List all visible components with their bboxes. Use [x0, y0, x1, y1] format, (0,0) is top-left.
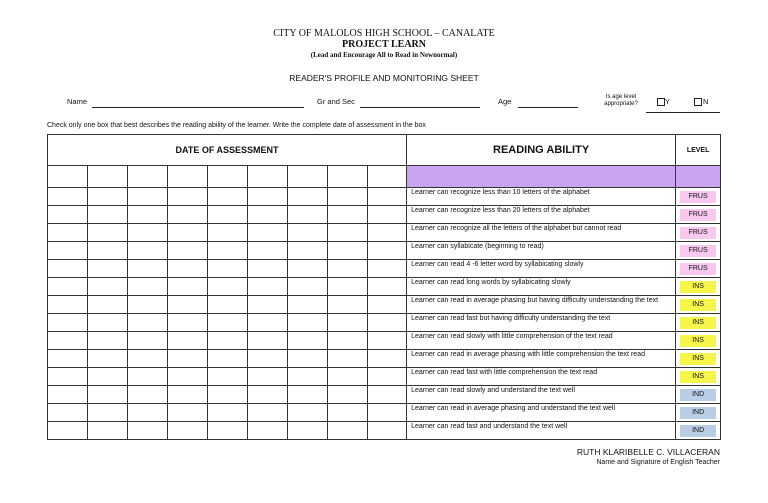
- date-checkbox-cell[interactable]: [168, 332, 208, 350]
- date-checkbox-cell[interactable]: [48, 242, 88, 260]
- date-checkbox-cell[interactable]: [128, 368, 168, 386]
- ability-row: [48, 188, 721, 206]
- level-cell: [676, 332, 721, 350]
- level-badge: FRUS: [680, 191, 716, 203]
- level-badge: IND: [680, 407, 716, 419]
- date-checkbox-cell[interactable]: [368, 260, 407, 278]
- date-checkbox-cell[interactable]: [248, 278, 288, 296]
- date-checkbox-cell[interactable]: [128, 332, 168, 350]
- date-checkbox-cell[interactable]: [248, 188, 288, 206]
- date-checkbox-cell[interactable]: [288, 368, 328, 386]
- date-checkbox-cell[interactable]: [368, 422, 407, 440]
- date-checkbox-cell[interactable]: [248, 314, 288, 332]
- level-cell: [676, 296, 721, 314]
- ability-description: Learner can read slowly and understand the text well: [407, 386, 676, 404]
- level-badge: INS: [680, 353, 716, 365]
- date-checkbox-cell[interactable]: [128, 224, 168, 242]
- date-checkbox-cell[interactable]: [328, 260, 368, 278]
- date-checkbox-cell[interactable]: [368, 224, 407, 242]
- date-checkbox-cell[interactable]: [328, 224, 368, 242]
- ability-row: [48, 422, 721, 440]
- date-checkbox-cell[interactable]: [208, 422, 248, 440]
- ability-row: [48, 404, 721, 422]
- ability-row: [48, 206, 721, 224]
- date-checkbox-cell[interactable]: [88, 296, 128, 314]
- ability-row: [48, 242, 721, 260]
- no-checkbox[interactable]: [694, 98, 702, 106]
- ability-row: [48, 386, 721, 404]
- date-cell[interactable]: [208, 166, 248, 188]
- date-checkbox-cell[interactable]: [248, 422, 288, 440]
- date-checkbox-cell[interactable]: [88, 404, 128, 422]
- level-badge: INS: [680, 371, 716, 383]
- level-cell: [676, 188, 721, 206]
- ability-description: Learner can recognize less than 20 letters of the alphabet: [407, 206, 676, 224]
- date-checkbox-cell[interactable]: [168, 404, 208, 422]
- date-checkbox-cell[interactable]: [48, 296, 88, 314]
- date-checkbox-cell[interactable]: [208, 386, 248, 404]
- date-checkbox-cell[interactable]: [128, 314, 168, 332]
- age-field[interactable]: [518, 107, 578, 108]
- age-level-label-1: Is age level: [605, 94, 637, 100]
- level-badge: INS: [680, 335, 716, 347]
- ability-description: Learner can read in average phasing with little comprehension the text read: [407, 350, 676, 368]
- date-checkbox-cell[interactable]: [208, 404, 248, 422]
- date-checkbox-cell[interactable]: [48, 224, 88, 242]
- date-checkbox-cell[interactable]: [328, 278, 368, 296]
- date-cell[interactable]: [48, 166, 88, 188]
- ability-description: Learner can read fast but having difficulty understanding the text: [407, 314, 676, 332]
- date-checkbox-cell[interactable]: [48, 188, 88, 206]
- date-checkbox-cell[interactable]: [128, 206, 168, 224]
- date-checkbox-cell[interactable]: [328, 188, 368, 206]
- date-checkbox-cell[interactable]: [328, 206, 368, 224]
- teacher-name: RUTH KLARIBELLE C. VILLACERAN: [576, 447, 720, 457]
- date-checkbox-cell[interactable]: [288, 332, 328, 350]
- date-checkbox-cell[interactable]: [368, 368, 407, 386]
- date-checkbox-cell[interactable]: [88, 332, 128, 350]
- ability-row: [48, 296, 721, 314]
- level-badge: FRUS: [680, 209, 716, 221]
- date-checkbox-cell[interactable]: [208, 278, 248, 296]
- ability-header: READING ABILITY: [407, 135, 676, 166]
- date-checkbox-cell[interactable]: [168, 188, 208, 206]
- date-checkbox-cell[interactable]: [208, 206, 248, 224]
- level-cell: [676, 278, 721, 296]
- date-checkbox-cell[interactable]: [88, 368, 128, 386]
- age-level-question: [598, 94, 644, 108]
- ability-row: [48, 332, 721, 350]
- gr-sec-label: Gr and Sec: [317, 97, 355, 106]
- date-checkbox-cell[interactable]: [288, 224, 328, 242]
- date-checkbox-cell[interactable]: [88, 242, 128, 260]
- date-checkbox-cell[interactable]: [368, 386, 407, 404]
- level-badge: INS: [680, 317, 716, 329]
- date-checkbox-cell[interactable]: [368, 404, 407, 422]
- date-checkbox-cell[interactable]: [288, 404, 328, 422]
- date-checkbox-cell[interactable]: [168, 206, 208, 224]
- date-checkbox-cell[interactable]: [48, 386, 88, 404]
- ability-description: Learner can read 4 -6 letter word by syllabicating slowly: [407, 260, 676, 278]
- date-checkbox-cell[interactable]: [248, 368, 288, 386]
- date-checkbox-cell[interactable]: [88, 224, 128, 242]
- ability-row: [48, 350, 721, 368]
- date-cell[interactable]: [328, 166, 368, 188]
- date-checkbox-cell[interactable]: [248, 386, 288, 404]
- date-checkbox-cell[interactable]: [48, 404, 88, 422]
- date-checkbox-cell[interactable]: [248, 296, 288, 314]
- date-checkbox-cell[interactable]: [128, 404, 168, 422]
- date-checkbox-cell[interactable]: [288, 260, 328, 278]
- date-checkbox-cell[interactable]: [288, 386, 328, 404]
- date-checkbox-cell[interactable]: [208, 296, 248, 314]
- level-cell: [676, 314, 721, 332]
- date-checkbox-cell[interactable]: [88, 206, 128, 224]
- date-checkbox-cell[interactable]: [48, 260, 88, 278]
- date-checkbox-cell[interactable]: [328, 350, 368, 368]
- sheet-title: READER'S PROFILE AND MONITORING SHEET: [289, 73, 479, 83]
- date-checkbox-cell[interactable]: [288, 314, 328, 332]
- date-checkbox-cell[interactable]: [88, 278, 128, 296]
- date-checkbox-cell[interactable]: [168, 296, 208, 314]
- date-checkbox-cell[interactable]: [88, 314, 128, 332]
- date-checkbox-cell[interactable]: [168, 224, 208, 242]
- date-checkbox-cell[interactable]: [368, 332, 407, 350]
- date-checkbox-cell[interactable]: [168, 314, 208, 332]
- date-cell[interactable]: [88, 166, 128, 188]
- date-checkbox-cell[interactable]: [288, 206, 328, 224]
- date-checkbox-cell[interactable]: [208, 350, 248, 368]
- level-cell: [676, 242, 721, 260]
- date-checkbox-cell[interactable]: [328, 422, 368, 440]
- ability-row: [48, 260, 721, 278]
- ability-row: [48, 224, 721, 242]
- instruction-text: Check only one box that best describes the reading ability of the learner. Write the complete date of assessment in the box: [47, 122, 426, 129]
- date-checkbox-cell[interactable]: [48, 314, 88, 332]
- age-label: Age: [498, 97, 512, 106]
- name-label: Name: [67, 97, 88, 106]
- date-checkbox-cell[interactable]: [288, 422, 328, 440]
- date-checkbox-cell[interactable]: [288, 278, 328, 296]
- level-badge: FRUS: [680, 227, 716, 239]
- date-checkbox-cell[interactable]: [128, 260, 168, 278]
- level-cell: [676, 350, 721, 368]
- date-checkbox-cell[interactable]: [328, 296, 368, 314]
- level-cell: [676, 368, 721, 386]
- date-checkbox-cell[interactable]: [168, 278, 208, 296]
- date-checkbox-cell[interactable]: [168, 242, 208, 260]
- ability-row: [48, 278, 721, 296]
- date-checkbox-cell[interactable]: [248, 206, 288, 224]
- date-checkbox-cell[interactable]: [48, 368, 88, 386]
- project-title: PROJECT LEARN: [342, 39, 426, 50]
- level-badge: IND: [680, 389, 716, 401]
- date-checkbox-cell[interactable]: [208, 188, 248, 206]
- project-tagline: (Lead and Encourage All to Read in Newnormal): [310, 51, 458, 59]
- ability-description: Learner can read in average phasing and understand the text well: [407, 404, 676, 422]
- date-checkbox-cell[interactable]: [48, 206, 88, 224]
- date-checkbox-cell[interactable]: [208, 242, 248, 260]
- date-checkbox-cell[interactable]: [48, 350, 88, 368]
- date-checkbox-cell[interactable]: [128, 278, 168, 296]
- age-level-underline: [646, 112, 720, 113]
- level-cell: [676, 386, 721, 404]
- ability-description: Learner can recognize less than 10 letters of the alphabet: [407, 188, 676, 206]
- date-checkbox-cell[interactable]: [288, 188, 328, 206]
- date-checkbox-cell[interactable]: [328, 242, 368, 260]
- date-checkbox-cell[interactable]: [368, 278, 407, 296]
- date-checkbox-cell[interactable]: [208, 314, 248, 332]
- level-cell: [676, 224, 721, 242]
- date-cell[interactable]: [288, 166, 328, 188]
- date-checkbox-cell[interactable]: [208, 332, 248, 350]
- ability-description: Learner can read slowly with little comprehension of the text read: [407, 332, 676, 350]
- date-checkbox-cell[interactable]: [128, 242, 168, 260]
- date-checkbox-cell[interactable]: [48, 278, 88, 296]
- date-checkbox-cell[interactable]: [248, 350, 288, 368]
- date-checkbox-cell[interactable]: [128, 386, 168, 404]
- date-checkbox-cell[interactable]: [88, 260, 128, 278]
- teacher-role: Name and Signature of English Teacher: [596, 459, 720, 466]
- level-cell: [676, 404, 721, 422]
- date-checkbox-cell[interactable]: [88, 188, 128, 206]
- date-checkbox-cell[interactable]: [88, 386, 128, 404]
- date-checkbox-cell[interactable]: [48, 422, 88, 440]
- date-checkbox-cell[interactable]: [328, 314, 368, 332]
- ability-spacer-cell: [407, 166, 676, 188]
- ability-description: Learner can read in average phasing but having difficulty understanding the text: [407, 296, 676, 314]
- school-name: CITY OF MALOLOS HIGH SCHOOL – CANALATE: [273, 28, 495, 39]
- date-cell[interactable]: [368, 166, 407, 188]
- date-checkbox-cell[interactable]: [168, 422, 208, 440]
- yes-label: Y: [665, 97, 671, 106]
- date-checkbox-cell[interactable]: [168, 368, 208, 386]
- date-checkbox-cell[interactable]: [248, 332, 288, 350]
- ability-description: Learner can read fast with little comprehension the text read: [407, 368, 676, 386]
- date-checkbox-cell[interactable]: [208, 224, 248, 242]
- date-checkbox-cell[interactable]: [48, 332, 88, 350]
- ability-description: Learner can read fast and understand the text well: [407, 422, 676, 440]
- date-cell[interactable]: [128, 166, 168, 188]
- assessment-table: [47, 134, 721, 440]
- level-cell: [676, 260, 721, 278]
- date-checkbox-cell[interactable]: [128, 188, 168, 206]
- level-cell: [676, 422, 721, 440]
- ability-description: Learner can recognize all the letters of the alphabet but cannot read: [407, 224, 676, 242]
- level-badge: INS: [680, 281, 716, 293]
- date-checkbox-cell[interactable]: [328, 368, 368, 386]
- date-checkbox-cell[interactable]: [368, 188, 407, 206]
- date-checkbox-cell[interactable]: [368, 296, 407, 314]
- level-header: LEVEL: [676, 135, 721, 166]
- ability-description: Learner can syllabicate (beginning to read): [407, 242, 676, 260]
- level-badge: INS: [680, 299, 716, 311]
- age-level-label-2: appropriate?: [604, 101, 638, 107]
- date-checkbox-cell[interactable]: [328, 332, 368, 350]
- date-checkbox-cell[interactable]: [368, 350, 407, 368]
- gr-sec-field[interactable]: [360, 107, 480, 108]
- date-checkbox-cell[interactable]: [128, 422, 168, 440]
- level-cell: [676, 206, 721, 224]
- date-cell[interactable]: [248, 166, 288, 188]
- level-badge: FRUS: [680, 245, 716, 257]
- no-label: N: [703, 97, 709, 106]
- date-cell[interactable]: [168, 166, 208, 188]
- date-checkbox-cell[interactable]: [128, 296, 168, 314]
- date-checkbox-cell[interactable]: [368, 314, 407, 332]
- date-checkbox-cell[interactable]: [368, 206, 407, 224]
- date-checkbox-cell[interactable]: [168, 260, 208, 278]
- date-checkbox-cell[interactable]: [208, 368, 248, 386]
- date-checkbox-cell[interactable]: [208, 260, 248, 278]
- level-badge: IND: [680, 425, 716, 437]
- date-checkbox-cell[interactable]: [288, 242, 328, 260]
- date-checkbox-cell[interactable]: [328, 386, 368, 404]
- date-checkbox-cell[interactable]: [128, 350, 168, 368]
- ability-description: Learner can read long words by syllabicating slowly: [407, 278, 676, 296]
- date-checkbox-cell[interactable]: [248, 404, 288, 422]
- date-checkbox-cell[interactable]: [328, 404, 368, 422]
- date-checkbox-cell[interactable]: [288, 350, 328, 368]
- yes-checkbox[interactable]: [657, 98, 665, 106]
- ability-row: [48, 314, 721, 332]
- date-checkbox-cell[interactable]: [248, 224, 288, 242]
- name-field[interactable]: [92, 107, 304, 108]
- date-checkbox-cell[interactable]: [248, 260, 288, 278]
- level-spacer-cell: [676, 166, 721, 188]
- date-checkbox-cell[interactable]: [88, 350, 128, 368]
- date-checkbox-cell[interactable]: [288, 296, 328, 314]
- date-header: DATE OF ASSESSMENT: [48, 135, 407, 166]
- date-checkbox-cell[interactable]: [88, 422, 128, 440]
- date-checkbox-cell[interactable]: [168, 350, 208, 368]
- date-checkbox-cell[interactable]: [248, 242, 288, 260]
- date-checkbox-cell[interactable]: [168, 386, 208, 404]
- level-badge: FRUS: [680, 263, 716, 275]
- date-checkbox-cell[interactable]: [368, 242, 407, 260]
- ability-row: [48, 368, 721, 386]
